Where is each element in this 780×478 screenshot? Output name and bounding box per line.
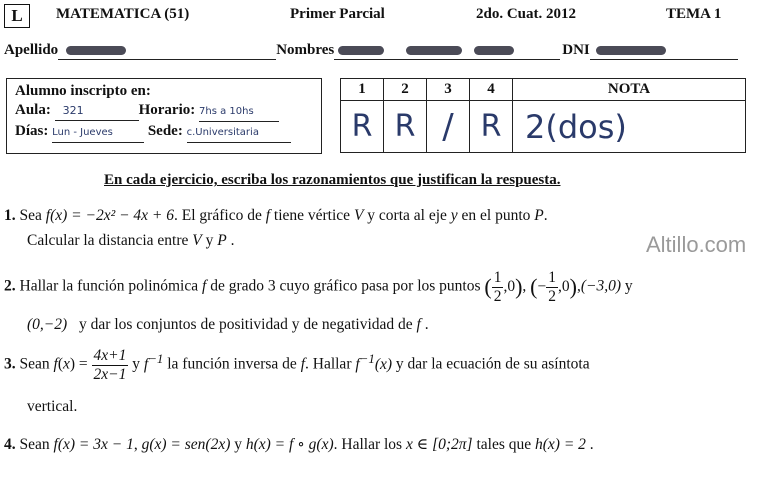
grade-header: 4 [470, 79, 513, 101]
apellido-label: Apellido [4, 42, 59, 58]
version-letter-box [4, 4, 30, 28]
dias-value: Lun - Jueves [52, 123, 144, 143]
var-f-inverse: $f^{-1}$ [143, 350, 164, 373]
condition: h(x) = 2 [535, 436, 586, 453]
apellido-field [58, 42, 276, 60]
grade-mark: R [384, 101, 427, 153]
question-text: Calcular la distancia entre [27, 232, 189, 249]
question-text: Sean [19, 355, 50, 373]
var-f-inverse-x: $f^{-1}(x)$ [355, 350, 393, 373]
grade-table [340, 78, 746, 153]
denominator: 2x−1 [93, 365, 127, 383]
domain: x ∈ [0;2π] [405, 436, 473, 453]
question-4: 4. Sean f(x) = 3x − 1, g(x) = sen(2x) y h(x) = f ∘ g(x). Hallar los x ∈ [0;2π] tales que h(x) = 2 . [4, 436, 594, 453]
var-v: V [192, 232, 202, 249]
question-text: y [624, 277, 633, 295]
point-1: ( $\frac{1}{2}$ ,0) [484, 269, 523, 305]
grade-header: 1 [341, 79, 384, 101]
formula-h: h(x) = f ∘ g(x) [245, 436, 334, 453]
var-f: f [53, 355, 58, 373]
formula: f(x) = −2x² − 4x + 6 [45, 207, 175, 224]
var-f: f [300, 355, 305, 373]
question-text: de grado 3 cuyo gráfico pasa por los puntos [210, 277, 481, 295]
question-text: . Hallar los [333, 436, 403, 453]
var-f: f [202, 277, 207, 295]
sede-value: c.Universitaria [187, 123, 291, 143]
nombres-field [334, 42, 560, 60]
formula-g: g(x) = sen(2x) [141, 436, 231, 453]
horario-label: Horario: [138, 102, 196, 118]
redaction-scribble [406, 46, 462, 55]
instruction: En cada ejercicio, escriba los razonamientos que justifican la respuesta. [104, 172, 561, 188]
grade-mark-nota: 2(dos) [513, 101, 746, 153]
exam-tema: TEMA 1 [666, 6, 722, 22]
aula-value: 321 [55, 101, 139, 121]
question-1: 1. Sea f(x) = −2x² − 4x + 6. El gráfico de f tiene vértice V y corta al eje y en el punto P. [4, 207, 548, 224]
var-v: V [353, 207, 364, 224]
watermark: Altillo.com [646, 232, 747, 257]
grade-header: 2 [384, 79, 427, 101]
question-3-line-2: vertical. [27, 398, 78, 415]
var-p: P [534, 207, 544, 224]
var-p: P [217, 232, 227, 249]
dias-label: Días: [15, 123, 49, 139]
question-text: y [234, 436, 242, 453]
var-f: f [265, 207, 271, 224]
question-1-line-2: Calcular la distancia entre V y P . [27, 232, 235, 249]
redaction-scribble [338, 46, 384, 55]
question-text: tiene vértice [273, 207, 351, 224]
question-text: tales que [476, 436, 532, 453]
horario-value: 7hs a 10hs [199, 102, 279, 122]
point-2: (− $\frac{1}{2}$ ,0) [530, 269, 577, 305]
var-f: f [416, 316, 421, 333]
exam-term: 2do. Cuat. 2012 [476, 6, 577, 22]
question-2: 2. Hallar la función polinómica f de grado 3 cuyo gráfico pasa por los puntos ( $\frac{1}{2}$ ,0), (− $\frac{1}{2}$ ,0),(−3,0) y [4, 269, 633, 305]
grade-mark: / [427, 101, 470, 153]
question-text: y [132, 355, 141, 373]
version-letter: L [11, 6, 23, 25]
question-text: Sean [19, 436, 50, 453]
redaction-scribble [474, 46, 514, 55]
grade-header: 3 [427, 79, 470, 101]
question-text: Hallar la función polinómica [19, 277, 199, 295]
enrollment-title: Alumno inscripto en: [15, 83, 151, 99]
grade-header-row [341, 79, 746, 101]
question-number: 4. [4, 436, 16, 453]
grade-mark: R [470, 101, 513, 153]
point-4: (0,−2) [27, 316, 68, 333]
aula-label: Aula: [15, 102, 51, 118]
question-text: la función inversa de [167, 355, 297, 373]
sede-label: Sede: [147, 123, 183, 139]
student-id-line [4, 42, 774, 60]
redaction-scribble [66, 46, 126, 55]
dni-field [590, 42, 738, 60]
question-2-line-2: (0,−2) y dar los conjuntos de positividad y de negatividad de f . [27, 316, 429, 333]
question-text: y dar la ecuación de su asíntota [395, 355, 590, 373]
question-text: y [205, 232, 214, 249]
redaction-scribble [596, 46, 666, 55]
course-name: MATEMATICA (51) [56, 6, 190, 22]
question-text: y dar los conjuntos de positividad y de negatividad de [79, 316, 413, 333]
question-number: 3. [4, 355, 16, 373]
dni-label: DNI [562, 42, 590, 58]
nombres-label: Nombres [276, 42, 335, 58]
fraction [92, 348, 129, 382]
question-text: en el punto [461, 207, 531, 224]
question-3: 3. Sean f(x) = $\frac{4x+1}{2x-1}$ y $f^{-1}$ la función inversa de f. Hallar $f^{-1}(x)$ y dar la ecuación de su asíntota [4, 347, 590, 383]
grade-mark: R [341, 101, 384, 153]
exam-name: Primer Parcial [290, 6, 385, 22]
formula-f: f(x) = 3x − 1 [53, 436, 134, 453]
numerator: 4x+1 [93, 347, 127, 364]
question-text: y corta al eje [367, 207, 447, 224]
var-y: y [450, 207, 458, 224]
question-text: . Hallar [305, 355, 352, 373]
grade-marks-row [341, 101, 746, 153]
question-text: . El gráfico de [174, 207, 262, 224]
grade-header-nota: NOTA [513, 79, 746, 101]
question-number: 1. [4, 207, 16, 224]
point-3: (−3,0) [580, 277, 621, 295]
question-text: Sea [19, 207, 42, 224]
question-number: 2. [4, 277, 16, 295]
enrollment-box [6, 78, 322, 154]
